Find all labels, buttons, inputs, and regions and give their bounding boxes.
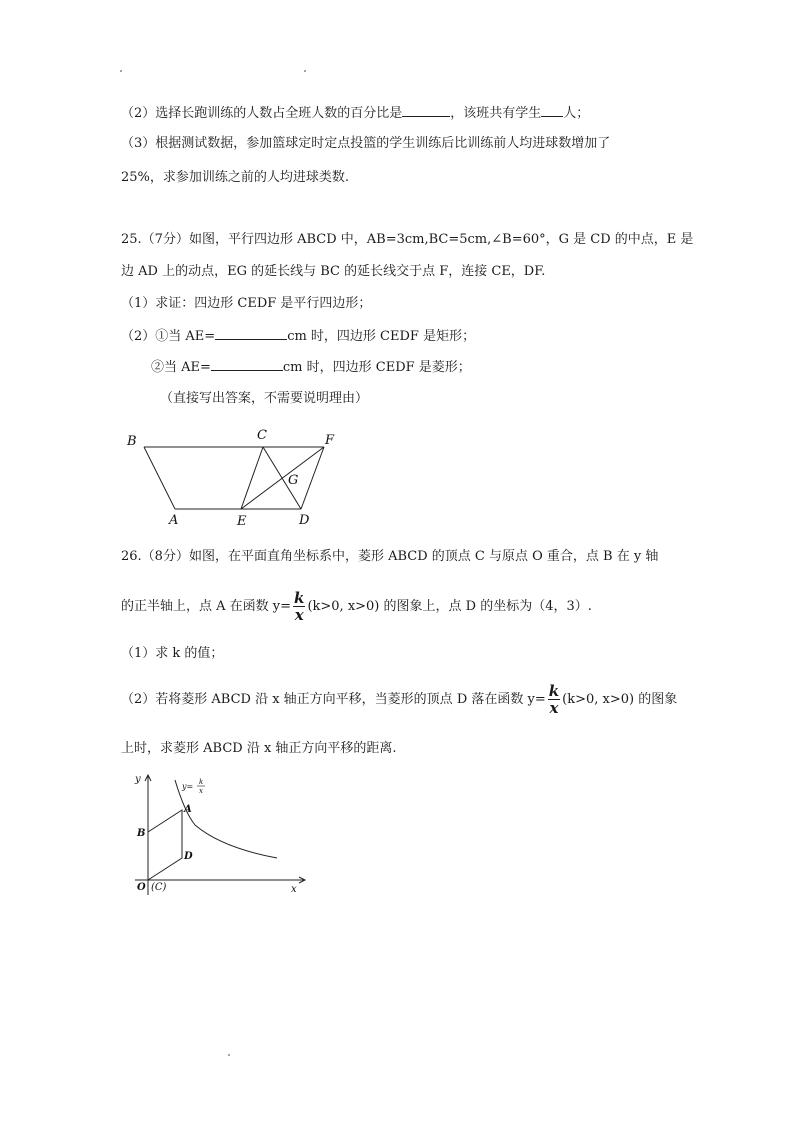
label-O: O — [137, 882, 146, 893]
page-mark — [304, 70, 306, 72]
label-G: G — [288, 473, 299, 488]
fraction-k-over-x: $\frac{k}{x}$ — [294, 589, 305, 624]
q26-part2 — [121, 683, 677, 717]
ae-rectangle-blank — [215, 327, 287, 340]
q25-part2-prefix: （2）①当 AE= — [121, 329, 216, 344]
q25-part2b-suffix: cm 时，四边形 CEDF 是菱形； — [282, 360, 471, 375]
label-func-k: k — [199, 778, 204, 786]
label-C-paren: (C) — [151, 882, 167, 893]
label-y: y — [135, 774, 141, 785]
segment-CE — [241, 447, 263, 509]
label-A: A — [184, 804, 192, 815]
rhombus-ABCD — [148, 810, 182, 880]
q26-line2-text-a: 的正半轴上，点 A 在函数 y= — [121, 599, 292, 614]
percent-blank — [402, 104, 450, 117]
q26-part2-text-a: （2）若将菱形 ABCD 沿 x 轴正方向平移，当菱形的顶点 D 落在函数 y= — [121, 692, 546, 707]
q25-part1: （1）求证：四边形 CEDF 是平行四边形； — [121, 296, 372, 311]
ae-rhombus-blank — [211, 358, 283, 371]
label-func-y: y= — [182, 782, 194, 791]
label-x: x — [291, 884, 297, 895]
page-mark — [228, 1054, 230, 1056]
q25-part2-rectangle — [121, 327, 475, 346]
label-func-x: x — [199, 787, 203, 795]
q25-figure — [118, 424, 378, 534]
q25-stem-line1: 25.（7分）如图，平行四边形 ABCD 中，AB=3cm,BC=5cm,∠B=60°，G 是 CD 的中点，E 是 — [121, 232, 694, 247]
label-D: D — [184, 851, 193, 862]
label-B: B — [137, 828, 146, 839]
q26-stem-line2 — [121, 590, 592, 624]
q26-figure — [125, 770, 325, 900]
q25-part2-rhombus — [151, 358, 471, 377]
q25-part2-suffix: cm 时，四边形 CEDF 是矩形； — [287, 329, 476, 344]
segment-FD — [301, 447, 324, 509]
segment-EF — [241, 447, 324, 509]
hyperbola-curve — [175, 780, 277, 858]
q25-part2b-prefix: ②当 AE= — [151, 360, 211, 375]
label-A: A — [169, 513, 179, 528]
q24-part3-line2: 25%，求参加训练之前的人均进球类数. — [121, 170, 350, 185]
q24-part2-text-b: ，该班共有学生 — [450, 106, 542, 121]
q24-part2 — [121, 104, 589, 123]
q24-part2-text-a: （2）选择长跑训练的人数占全班人数的百分比是 — [121, 106, 403, 121]
label-D: D — [299, 513, 310, 528]
q26-stem-line1: 26.（8分）如图，在平面直角坐标系中，菱形 ABCD 的顶点 C 与原点 O 重合，点 B 在 y 轴 — [121, 549, 659, 564]
page-mark — [120, 70, 122, 72]
q26-part2-text-b: (k>0, x>0) 的图象 — [562, 692, 678, 707]
segment-BA — [144, 447, 175, 509]
student-count-blank — [541, 104, 563, 117]
q24-part2-text-c: 人； — [563, 106, 590, 121]
fraction-k-over-x-2: $\frac{k}{x}$ — [548, 682, 560, 717]
q24-part3-line1: （3）根据测试数据，参加篮球定时定点投篮的学生训练后比训练前人均进球数增加了 — [121, 136, 611, 151]
q26-line4: 上时，求菱形 ABCD 沿 x 轴正方向平移的距离. — [121, 741, 397, 756]
q26-line2-text-b: (k>0, x>0) 的图象上，点 D 的坐标为（4，3）. — [307, 599, 592, 614]
label-F: F — [325, 433, 335, 448]
q25-note: （直接写出答案，不需要说明理由） — [160, 391, 369, 406]
q26-part1: （1）求 k 的值； — [121, 646, 224, 661]
label-B: B — [127, 434, 137, 449]
label-E: E — [237, 514, 247, 529]
label-C: C — [257, 428, 267, 443]
q25-stem-line2: 边 AD 上的动点，EG 的延长线与 BC 的延长线交于点 F，连接 CE，DF. — [121, 264, 546, 279]
